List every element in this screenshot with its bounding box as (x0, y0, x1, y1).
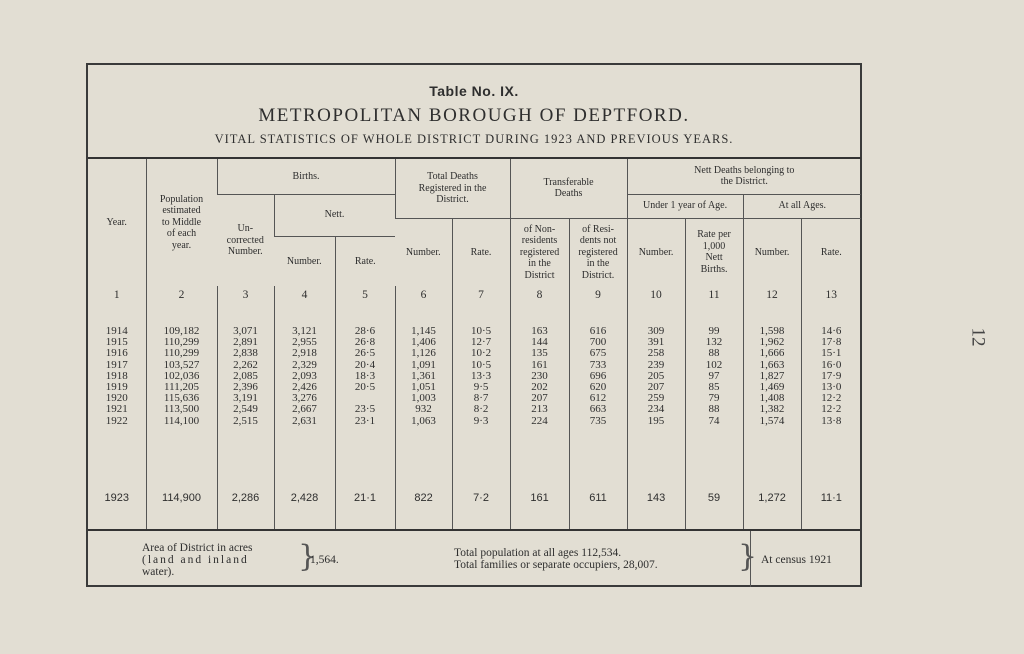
data-cell: 612 (589, 392, 607, 405)
data-cell: 1919 (105, 380, 128, 393)
data-cell: 10·5 (470, 325, 492, 337)
data-cell: 17·8 (821, 336, 842, 349)
data-cell: 114,100 (163, 414, 200, 427)
final-cell: 2,428 (274, 466, 335, 530)
header-uncorrected: Un- corrected Number. (226, 223, 264, 257)
data-cell: 2,891 (233, 336, 258, 349)
data-column-infant-rate (685, 306, 743, 466)
data-cell: 195 (647, 414, 665, 427)
data-cell: 13·3 (470, 369, 492, 382)
data-cell: 17·9 (821, 369, 842, 382)
data-cell: 234 (647, 403, 665, 416)
data-cell: 1,382 (759, 403, 785, 416)
data-cell: 1,361 (411, 369, 436, 382)
final-year-row (88, 466, 861, 530)
data-cell: 1920 (105, 392, 128, 405)
data-cell: 2,426 (292, 380, 317, 393)
data-cell: 1,406 (411, 336, 436, 349)
data-cell: 932 (415, 403, 432, 416)
final-cell: 1923 (104, 491, 129, 504)
vital-statistics-table (88, 157, 861, 530)
data-cell: 205 (647, 369, 665, 382)
header-all-ages-number: Number. (743, 218, 801, 286)
data-cell: 102 (705, 358, 723, 371)
data-cell: 207 (531, 392, 548, 405)
data-cell: 14·6 (821, 325, 842, 337)
final-cell: 143 (627, 466, 685, 530)
data-column-residents-not-registered (569, 306, 627, 466)
data-cell: 258 (647, 347, 665, 360)
header-nett-deaths: Nett Deaths belonging to the District. (627, 158, 861, 194)
data-column-under-1-number (627, 306, 685, 466)
data-cell: 202 (531, 380, 548, 393)
statistics-table-frame (86, 63, 862, 587)
data-cell: 2,515 (233, 414, 258, 427)
data-cell: 391 (647, 336, 665, 349)
data-column-population (146, 306, 217, 466)
header-year: Year. (88, 158, 146, 286)
data-cell: 1,469 (759, 380, 785, 393)
column-number: 6 (395, 286, 452, 306)
data-cell: 20·5 (354, 380, 376, 393)
data-cell: 74 (708, 414, 720, 427)
brace-left: } (298, 539, 318, 574)
data-cell: 1,051 (411, 380, 436, 393)
data-cell: 1,063 (411, 414, 436, 427)
header-total-deaths-rate: Rate. (452, 218, 510, 286)
data-cell: 111,205 (164, 380, 199, 393)
header-total-deaths: Total Deaths Registered in the District. (395, 158, 510, 218)
data-cell: 97 (708, 369, 720, 382)
data-cell: 8·7 (473, 392, 489, 405)
data-cell: 1914 (105, 325, 128, 337)
header-under-1-number: Number. (627, 218, 685, 286)
data-cell: 1922 (105, 414, 128, 427)
data-cell: 224 (531, 414, 548, 427)
header-rate-per-1000: Rate per 1,000 Nett Births. (685, 218, 743, 286)
column-number: 13 (801, 286, 861, 306)
data-cell: 28·6 (354, 325, 376, 337)
data-cell: 700 (589, 336, 607, 349)
data-cell: 163 (531, 325, 548, 337)
header-population: Population estimated to Middle of each year. (146, 158, 217, 286)
data-cell: 3,191 (233, 392, 258, 405)
brace-right: } (738, 539, 758, 574)
data-cell: 3,121 (292, 325, 317, 337)
final-cell: 2,286 (217, 466, 274, 530)
data-cell: 12·2 (821, 392, 842, 405)
data-cell: 9·3 (473, 414, 489, 427)
data-cell: 675 (589, 347, 607, 360)
data-cell: 620 (589, 380, 607, 393)
header-nett-rate: Rate. (335, 236, 395, 286)
column-number: 3 (217, 286, 274, 306)
data-cell: 1917 (105, 358, 128, 371)
footer-divider (750, 531, 751, 587)
data-cell: 10·2 (470, 347, 492, 360)
column-number: 2 (146, 286, 217, 306)
final-cell: 7·2 (452, 466, 510, 530)
data-cell: 26·8 (354, 336, 376, 349)
data-cell: 13·0 (821, 380, 842, 393)
column-number: 4 (274, 286, 335, 306)
data-cell: 110,299 (163, 336, 200, 349)
column-number: 9 (569, 286, 627, 306)
data-cell: 2,838 (233, 347, 258, 360)
final-cell: 161 (510, 466, 569, 530)
data-column-year (88, 306, 146, 466)
data-cell: 1915 (105, 336, 128, 349)
header-transferable-deaths: Transferable Deaths (510, 158, 627, 218)
data-cell: 88 (708, 403, 720, 416)
data-cell: 102,036 (163, 369, 200, 382)
header-total-deaths-number: Number. (405, 246, 441, 258)
data-cell: 103,527 (163, 358, 200, 371)
data-cell: 2,093 (292, 369, 317, 382)
data-cell: 213 (531, 403, 548, 416)
data-cell: 3,276 (292, 392, 317, 405)
data-cell: 1921 (105, 403, 128, 416)
data-cell: 9·5 (473, 380, 489, 393)
header-nett: Nett. (274, 194, 395, 236)
column-number-row (88, 286, 861, 306)
data-cell: 1,126 (411, 347, 436, 360)
header-nett-number: Number. (286, 255, 322, 267)
table-footer (88, 529, 860, 587)
data-cell: 733 (589, 358, 607, 371)
data-cell: 79 (708, 392, 720, 405)
header-residents-not-registered: of Resi- dents not registered in the District. (569, 218, 627, 286)
data-cell: 2,085 (233, 369, 258, 382)
data-column-uncorrected-births (217, 306, 274, 466)
header-non-residents: of Non- residents registered in the District (510, 218, 569, 286)
data-cell: 2,918 (292, 347, 317, 360)
final-cell: 114,900 (146, 466, 217, 530)
column-number: 7 (452, 286, 510, 306)
data-cell: 88 (708, 347, 720, 360)
column-number: 11 (685, 286, 743, 306)
final-cell: 822 (395, 466, 452, 530)
data-column-nett-births (274, 306, 335, 466)
data-cell: 1916 (105, 347, 128, 360)
data-cell: 1,598 (759, 325, 785, 337)
data-cell: 2,262 (233, 358, 258, 371)
data-cell: 132 (705, 336, 723, 349)
data-cell: 309 (647, 325, 665, 337)
data-column-non-residents (510, 306, 569, 466)
data-cell: 2,667 (292, 403, 317, 416)
data-column-death-rate (452, 306, 510, 466)
column-number: 12 (743, 286, 801, 306)
header-all-ages-rate: Rate. (801, 218, 861, 286)
table-caption: VITAL STATISTICS OF WHOLE DISTRICT DURING 1923 AND PREVIOUS YEARS. (214, 132, 734, 146)
data-cell: 663 (589, 403, 607, 416)
data-column-birth-rate (335, 306, 395, 466)
data-cell: 16·0 (821, 358, 842, 371)
data-cell: 15·1 (821, 347, 842, 360)
column-number: 1 (113, 289, 120, 302)
data-cell: 1,962 (759, 336, 785, 349)
data-cell: 109,182 (163, 325, 200, 337)
data-cell: 1,145 (411, 325, 436, 337)
data-cell: 239 (647, 358, 665, 371)
data-cell: 110,299 (163, 347, 200, 360)
district-area-label: Area of District in acres (land and inland water). (142, 542, 253, 578)
final-cell: 1,272 (743, 466, 801, 530)
data-column-all-ages-rate (801, 306, 861, 466)
data-cell: 2,396 (233, 380, 258, 393)
data-cell: 23·5 (354, 403, 376, 416)
data-cell: 1,408 (759, 392, 785, 405)
final-cell: 611 (569, 466, 627, 530)
data-cell: 3,071 (233, 325, 258, 337)
data-cell: 135 (531, 347, 548, 360)
census-note: At census 1921 (761, 554, 832, 566)
data-cell: 161 (531, 358, 548, 371)
data-cell: 1,663 (759, 358, 785, 371)
data-cell: 696 (589, 369, 607, 382)
data-cell: 23·1 (354, 414, 376, 427)
data-cell: 2,329 (292, 358, 317, 371)
data-cell: 207 (647, 380, 665, 393)
final-cell: 11·1 (801, 466, 861, 530)
header-births: Births. (217, 158, 395, 194)
data-cell: 1,574 (759, 414, 785, 427)
data-cell: 1918 (105, 369, 128, 382)
data-cell: 8·2 (473, 403, 489, 416)
data-cell: 113,500 (163, 403, 200, 416)
borough-title: METROPOLITAN BOROUGH OF DEPTFORD. (258, 105, 690, 126)
data-cell: 1,666 (759, 347, 785, 360)
final-cell: 21·1 (335, 466, 395, 530)
data-cell: 735 (589, 414, 607, 427)
data-cell: 12·2 (821, 403, 842, 416)
data-cell: 18·3 (354, 369, 376, 382)
population-totals: Total population at all ages 112,534. Total families or separate occupiers, 28,007. (454, 547, 658, 571)
data-cell: 10·5 (470, 358, 492, 371)
data-cell: 26·5 (354, 347, 376, 360)
column-number: 8 (510, 286, 569, 306)
data-cell: 12·7 (470, 336, 492, 349)
page-number: 12 (967, 327, 989, 347)
data-cell: 1,827 (759, 369, 785, 382)
data-column-total-deaths (395, 306, 452, 466)
final-cell: 59 (685, 466, 743, 530)
header-under-1-year: Under 1 year of Age. (627, 194, 743, 218)
data-column-all-ages-number (743, 306, 801, 466)
yearly-data-rows (88, 306, 861, 466)
column-number: 5 (335, 286, 395, 306)
data-cell: 230 (531, 369, 548, 382)
data-cell: 2,631 (292, 414, 317, 427)
header-all-ages: At all Ages. (743, 194, 861, 218)
data-cell: 2,955 (292, 336, 317, 349)
data-cell: 1,091 (411, 358, 436, 371)
data-cell: 20·4 (354, 358, 376, 371)
data-cell: 115,636 (163, 392, 200, 405)
data-cell: 99 (708, 325, 720, 337)
data-cell: 144 (531, 336, 548, 349)
data-cell: 2,549 (233, 403, 258, 416)
column-number: 10 (627, 286, 685, 306)
table-title: Table No. IX. (429, 83, 519, 99)
data-cell: 259 (647, 392, 665, 405)
data-cell: 13·8 (821, 414, 842, 427)
data-cell: 1,003 (411, 392, 436, 405)
district-acres: 1,564. (310, 554, 339, 566)
data-cell: 616 (589, 325, 607, 337)
data-cell: 85 (708, 380, 720, 393)
